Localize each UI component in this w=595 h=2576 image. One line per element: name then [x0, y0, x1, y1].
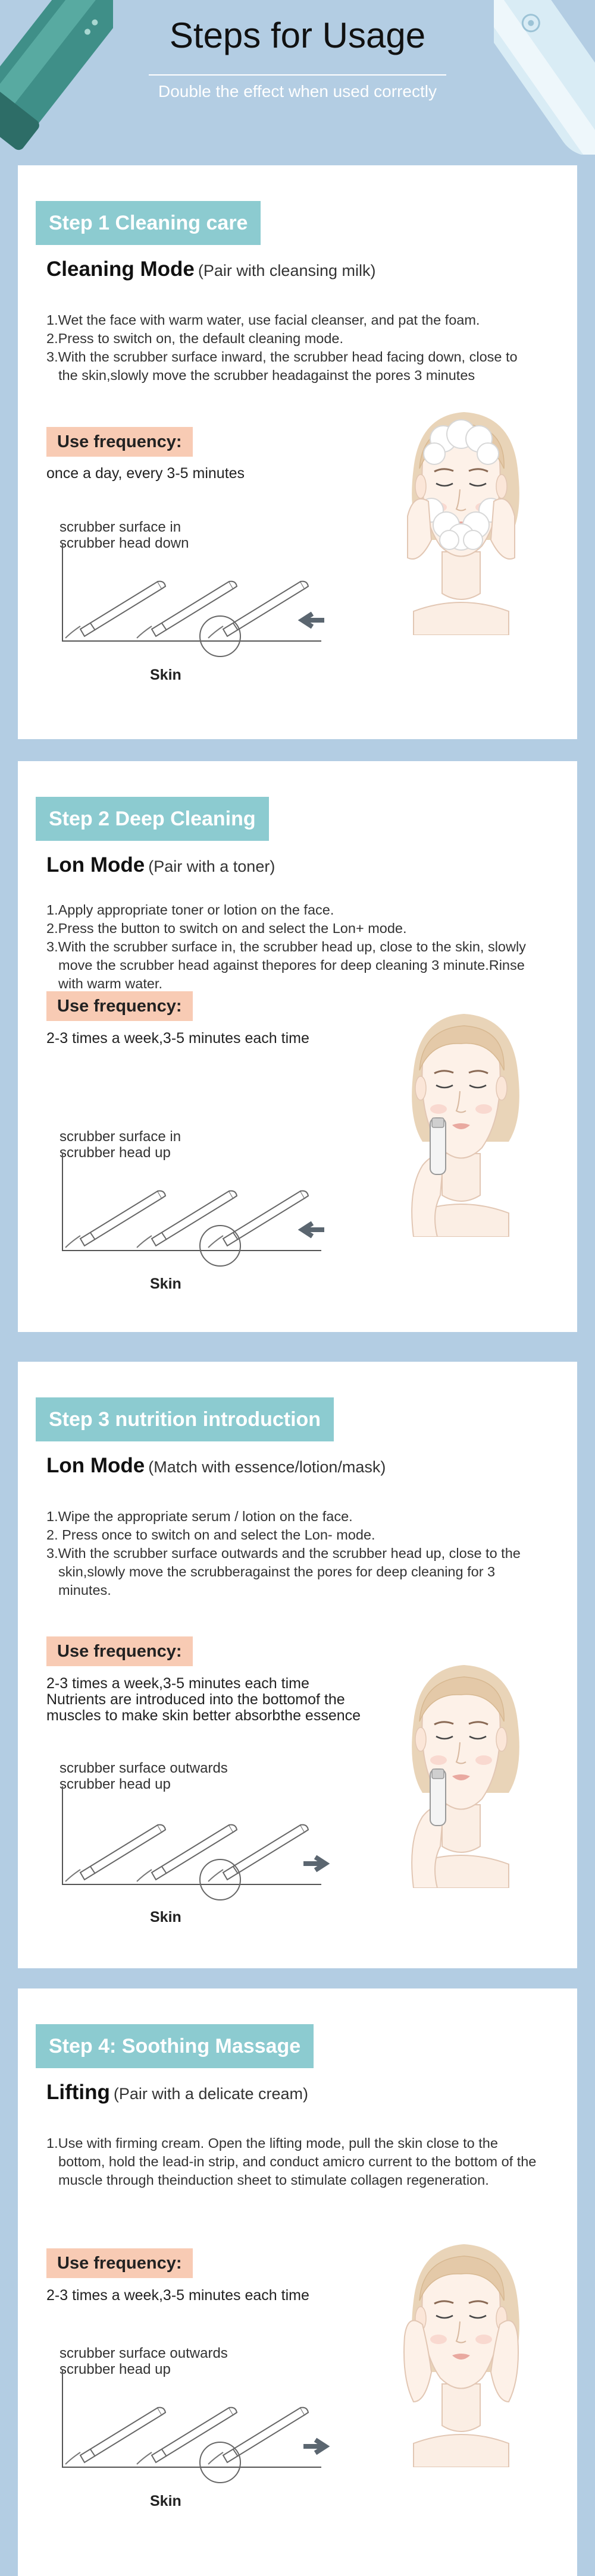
step-2-title: Step 2 Deep Cleaning — [36, 797, 269, 841]
step-1-title: Step 1 Cleaning care — [36, 201, 261, 245]
use-frequency-badge: Use frequency: — [46, 427, 193, 457]
use-frequency-text — [46, 1676, 403, 1724]
use-frequency-badge: Use frequency: — [46, 2248, 193, 2278]
step-4-face-illustration — [372, 2229, 550, 2467]
skin-label: Skin — [150, 1909, 181, 1925]
contact-highlight-circle — [200, 1226, 240, 1266]
arrow-left-icon — [302, 614, 324, 627]
header — [0, 0, 595, 161]
mode-pairing-hint: (Pair with a toner) — [148, 857, 275, 875]
scrubber-diagram — [24, 498, 357, 677]
use-frequency-badge: Use frequency: — [46, 991, 193, 1021]
face-illustration — [372, 2229, 550, 2467]
frequency-line: 2-3 times a week,3-5 minutes each time — [46, 1030, 309, 1047]
frequency-line: 2-3 times a week,3-5 minutes each time — [46, 2287, 309, 2304]
skin-label: Skin — [150, 667, 181, 683]
step-4-title: Step 4: Soothing Massage — [36, 2024, 314, 2068]
use-frequency-text — [46, 1031, 403, 1047]
step-1-mode-line — [46, 257, 376, 281]
instruction-item: 3.With the scrubber surface in, the scrubber head up, close to the skin, slowly move the scrubber head against thepores for deep cleaning 3 minute.Rinse with warm water. — [46, 939, 526, 991]
step-1-instructions — [46, 311, 540, 385]
orientation-line: scrubber head up — [60, 1145, 171, 1161]
use-frequency-text — [46, 466, 403, 482]
orientation-line: scrubber surface in — [60, 1129, 181, 1145]
step-4-diagram — [24, 2324, 357, 2503]
mode-pairing-hint: (Pair with cleansing milk) — [198, 262, 376, 279]
face-illustration — [372, 1650, 550, 1888]
frequency-line: muscles to make skin better absorbthe essence — [46, 1707, 361, 1724]
step-3-mode-line — [46, 1454, 386, 1478]
mode-name: Lifting — [46, 2081, 110, 2104]
step-4-mode-line — [46, 2081, 308, 2104]
step-1-diagram — [24, 498, 357, 677]
frequency-line: once a day, every 3-5 minutes — [46, 465, 245, 482]
scrubber-diagram — [24, 1742, 357, 1920]
step-2-face-illustration — [372, 999, 550, 1237]
orientation-line: scrubber surface outwards — [60, 2345, 228, 2361]
title-divider — [149, 74, 446, 76]
instruction-item: 1.Wipe the appropriate serum / lotion on the face. — [46, 1509, 353, 1524]
use-frequency-text — [46, 2288, 403, 2304]
step-3-face-illustration — [372, 1650, 550, 1888]
instruction-item: 3.With the scrubber surface outwards and the scrubber head up, close to the skin,slowly move the scrubberagainst the pores for deep cleaning for 3 minutes. — [46, 1545, 521, 1598]
step-2-mode-line — [46, 853, 275, 877]
step-1-face-illustration — [372, 397, 550, 635]
page-subtitle: Double the effect when used correctly — [158, 82, 437, 100]
orientation-line: scrubber head up — [60, 1776, 171, 1792]
face-illustration — [372, 999, 550, 1237]
mode-pairing-hint: (Match with essence/lotion/mask) — [148, 1458, 386, 1476]
instruction-item: 1.Use with firming cream. Open the lifting mode, pull the skin close to the bottom, hold the lead-in strip, and conduct amicro current to the bottom of the muscle through theinduction sheet to stimulate collagen regeneration. — [46, 2135, 537, 2188]
instruction-item: 2.Press the button to switch on and select the Lon+ mode. — [46, 921, 407, 936]
instruction-item: 1.Apply appropriate toner or lotion on the face. — [46, 902, 334, 918]
orientation-line: scrubber surface outwards — [60, 1760, 228, 1776]
instruction-item: 3.With the scrubber surface inward, the scrubber head facing down, close to the skin,slowly move the scrubber headagainst the pores 3 minutes — [46, 349, 518, 383]
step-3-diagram — [24, 1742, 357, 1920]
step-2-instructions — [46, 901, 540, 993]
scrubber-tool-icon — [65, 2408, 165, 2464]
face-illustration — [372, 397, 550, 635]
step-3-instructions — [46, 1507, 540, 1600]
orientation-line: scrubber head up — [60, 2361, 171, 2377]
instruction-item: 2.Press to switch on, the default cleaning mode. — [46, 331, 344, 346]
contact-highlight-circle — [200, 616, 240, 656]
frequency-line: 2-3 times a week,3-5 minutes each time — [46, 1675, 309, 1692]
instruction-item: 2. Press once to switch on and select the Lon- mode. — [46, 1527, 375, 1543]
page-title: Steps for Usage — [169, 15, 426, 55]
scrubber-tool-icon — [65, 1825, 165, 1881]
use-frequency-badge: Use frequency: — [46, 1636, 193, 1666]
scrubber-tool-icon — [65, 582, 165, 638]
instruction-item: 1.Wet the face with warm water, use facial cleanser, and pat the foam. — [46, 312, 480, 328]
contact-highlight-circle — [200, 2442, 240, 2483]
frequency-line: Nutrients are introduced into the bottomof the — [46, 1691, 345, 1708]
step-4-instructions — [46, 2134, 540, 2189]
mode-pairing-hint: (Pair with a delicate cream) — [113, 2085, 309, 2103]
scrubber-tool-icon — [65, 1191, 165, 1248]
arrow-left-icon — [302, 1223, 324, 1236]
mode-name: Lon Mode — [46, 853, 145, 877]
arrow-right-icon — [303, 1857, 325, 1870]
mode-name: Lon Mode — [46, 1454, 145, 1477]
arrow-right-icon — [303, 2440, 325, 2453]
scrubber-diagram — [24, 2324, 357, 2503]
step-2-diagram — [24, 1108, 357, 1286]
step-3-title: Step 3 nutrition introduction — [36, 1397, 334, 1441]
orientation-line: scrubber surface in — [60, 519, 181, 535]
skin-label: Skin — [150, 2493, 181, 2509]
mode-name: Cleaning Mode — [46, 257, 195, 281]
orientation-line: scrubber head down — [60, 535, 189, 551]
skin-label: Skin — [150, 1276, 181, 1292]
contact-highlight-circle — [200, 1859, 240, 1900]
scrubber-diagram — [24, 1108, 357, 1286]
